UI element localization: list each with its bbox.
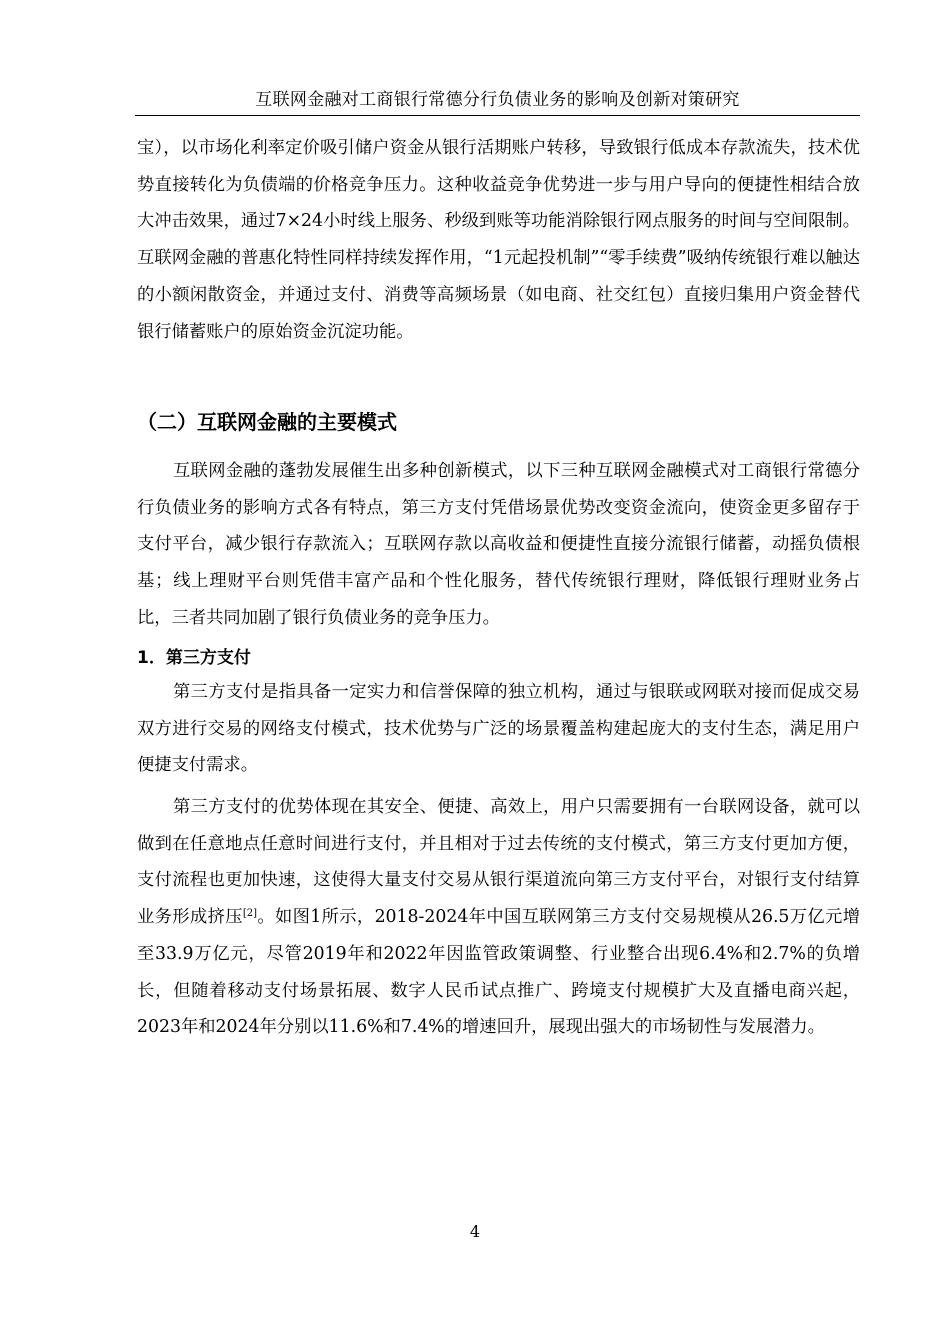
- paragraph-third-party-definition: 第三方支付是指具备一定实力和信誉保障的独立机构，通过与银联或网联对接而促成交易双方进行交易的网络支付模式，技术优势与广泛的场景覆盖构建起庞大的支付生态，满足用户便捷支付需求。: [137, 682, 860, 776]
- header-rule: [135, 115, 860, 116]
- citation-marker[interactable]: [2]: [242, 908, 258, 920]
- page-number: 4: [469, 1222, 481, 1241]
- paragraph-text-part1: 第三方支付的优势体现在其安全、便捷、高效上，用户只需要拥有一台联网设备，就可以做到在任意地点任意时间进行支付，并且相对于过去传统的支付模式，第三方支付更加方便，支付流程也更加快速，这使得大量支付交易从银行渠道流向第三方支付平台，对银行支付结算业务形成挤压: [137, 797, 860, 928]
- running-header: 互联网金融对工商银行常德分行负债业务的影响及创新对策研究: [255, 90, 740, 110]
- paragraph-models-intro: 互联网金融的蓬勃发展催生出多种创新模式，以下三种互联网金融模式对工商银行常德分行负债业务的影响方式各有特点，第三方支付凭借场景优势改变资金流向，使资金更多留存于支付平台，减少银行存款流入；互联网存款以高收益和便捷性直接分流银行储蓄，动摇负债根基；线上理财平台则凭借丰富产品和个性化服务，替代传统银行理财，降低银行理财业务占比，三者共同加剧了银行负债业务的竞争压力。: [137, 461, 860, 628]
- paragraph-text-part2: 。如图1所示，2018-2024年中国互联网第三方支付交易规模从26.5万亿元增至33.9万亿元，尽管2019年和2022年因监管政策调整、行业整合出现6.4%和2.7%的负增长，但随着移动支付场景拓展、数字人民币试点推广、跨境支付规模扩大及直播电商兴起，2023年和2024年分别以11.6%和7.4%的增速回升，展现出强大的市场韧性与发展潜力。: [137, 907, 860, 1038]
- section-heading: （二）互联网金融的主要模式: [137, 410, 397, 434]
- subsection-heading: 1．第三方支付: [137, 648, 251, 668]
- paragraph-third-party-advantages: [137, 789, 860, 1046]
- paragraph-continued: 宝），以市场化利率定价吸引储户资金从银行活期账户转移，导致银行低成本存款流失，技术优势直接转化为负债端的价格竞争压力。这种收益竞争优势进一步与用户导向的便捷性相结合放大冲击效果，通过7×24小时线上服务、秒级到账等功能消除银行网点服务的时间与空间限制。互联网金融的普惠化特性同样持续发挥作用，“1元起投机制”“零手续费”吸纳传统银行难以触达的小额闲散资金，并通过支付、消费等高频场景（如电商、社交红包）直接归集用户资金替代银行储蓄账户的原始资金沉淀功能。: [137, 138, 860, 342]
